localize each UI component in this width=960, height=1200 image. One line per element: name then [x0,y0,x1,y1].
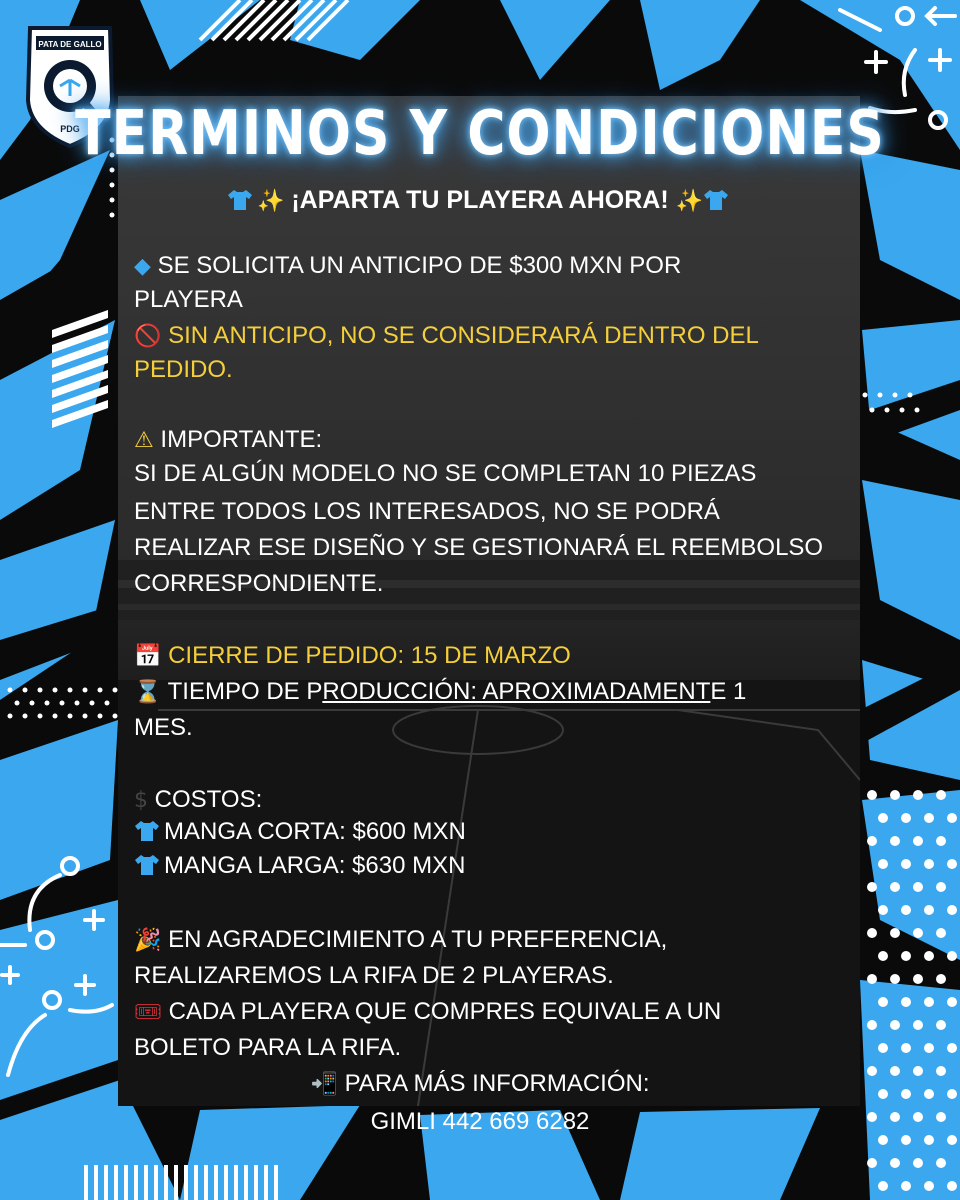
prohibited-icon: 🚫 [134,324,162,349]
svg-text:PATA DE GALLO: PATA DE GALLO [38,40,102,49]
sin-anticipo-line: 🚫 SIN ANTICIPO, NO SE CONSIDERARÁ DENTRO DEL [134,322,759,349]
cierre-line: 📅 CIERRE DE PEDIDO: 15 DE MARZO [134,642,571,669]
importante-line-3: REALIZAR ESE DISEÑO Y SE GESTIONARÁ EL REEMBOLSO [134,534,824,561]
page-title: TERMINOS Y CONDICIONES [75,98,885,170]
manga-corta-line: MANGA CORTA: $600 MXN [134,818,466,846]
calendar-icon: 📅 [134,644,162,669]
info-title: 📲 PARA MÁS INFORMACIÓN: [310,1070,650,1097]
dollar-icon: $ [134,788,148,813]
boleto-line: 🎟 CADA PLAYERA QUE COMPRES EQUIVALE A UN [134,998,722,1025]
importante-line-4: CORRESPONDIENTE. [134,570,384,597]
importante-line-1: SI DE ALGÚN MODELO NO SE COMPLETAN 10 PIEZAS [134,460,757,487]
costos-title: $ COSTOS: [134,786,263,813]
sparkles-icon: ✨ [256,189,285,214]
subtitle [0,186,960,215]
rifa-line: 🎉 EN AGRADECIMIENTO A TU PREFERENCIA, [134,926,668,953]
hourglass-icon: ⌛ [134,680,162,705]
tiempo-line: ⌛ TIEMPO DE PRODUCCIÓN: APROXIMADAMENTE 1 [134,678,747,705]
boleto-line-2: BOLETO PARA LA RIFA. [134,1034,402,1061]
sparkles-icon: ✨ [675,189,704,214]
ticket-icon: 🎟 [134,1000,162,1025]
tiempo-line-2: MES. [134,714,193,741]
phone-icon: 📲 [310,1072,338,1097]
anticipo-line-2: PLAYERA [134,286,243,313]
party-popper-icon: 🎉 [134,928,162,953]
shirt-icon [703,189,729,211]
svg-text:PDG: PDG [60,124,80,134]
sin-anticipo-line-2: PEDIDO. [134,356,233,383]
shirt-icon [134,854,160,876]
importante-line-2: ENTRE TODOS LOS INTERESADOS, NO SE PODRÁ [134,498,720,525]
manga-larga-line: MANGA LARGA: $630 MXN [134,852,465,880]
shirt-icon [227,189,253,211]
rifa-line-2: REALIZAREMOS LA RIFA DE 2 PLAYERAS. [134,962,614,989]
importante-title: ⚠ IMPORTANTE: [134,426,323,453]
contact-info: GIMLI 442 669 6282 [370,1108,590,1135]
warning-icon: ⚠ [134,428,154,453]
anticipo-line: ◆ SE SOLICITA UN ANTICIPO DE $300 MXN POR [134,252,682,279]
diamond-icon: ◆ [134,254,151,279]
subtitle-text: ¡APARTA TU PLAYERA AHORA! [291,186,669,214]
shirt-icon [134,820,160,842]
